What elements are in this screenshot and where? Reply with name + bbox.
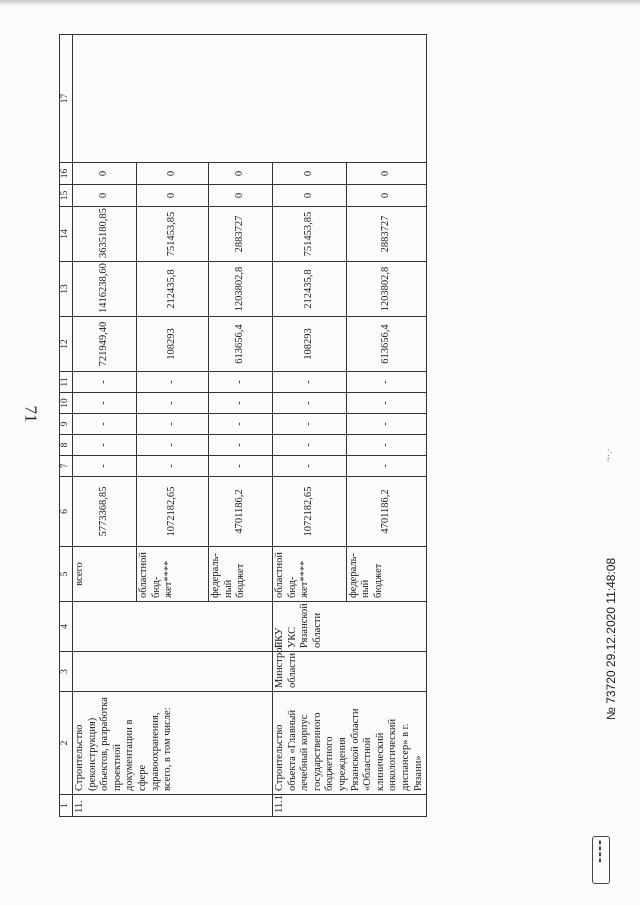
header-cell: 11 bbox=[60, 372, 73, 393]
cell: 0 bbox=[137, 163, 209, 185]
cell: 2883727 bbox=[209, 207, 273, 262]
cell: - bbox=[346, 435, 427, 456]
cell: 3635180,85 bbox=[73, 207, 137, 262]
header-cell: 1 bbox=[60, 795, 73, 817]
cell: - bbox=[73, 372, 137, 393]
row-number: 11.1 bbox=[273, 795, 427, 817]
cell: - bbox=[137, 393, 209, 414]
cell: 0 bbox=[346, 163, 427, 185]
cell: - bbox=[73, 393, 137, 414]
cell: 0 bbox=[273, 185, 347, 207]
cell: 751453,85 bbox=[137, 207, 209, 262]
cell: 0 bbox=[73, 185, 137, 207]
cell: 721949,40 bbox=[73, 317, 137, 372]
cell: - bbox=[209, 456, 273, 477]
source: всего bbox=[73, 547, 137, 602]
cell: 212435,8 bbox=[273, 262, 347, 317]
cell: 212435,8 bbox=[137, 262, 209, 317]
header-cell: 6 bbox=[60, 477, 73, 547]
cell: - bbox=[73, 435, 137, 456]
cell: - bbox=[346, 393, 427, 414]
header-cell: 13 bbox=[60, 262, 73, 317]
row-number: 11. bbox=[73, 795, 273, 817]
cell: 1203802,8 bbox=[346, 262, 427, 317]
cell-total: 1072182,65 bbox=[273, 477, 347, 547]
cell-total: 5773368,85 bbox=[73, 477, 137, 547]
cell: - bbox=[273, 393, 347, 414]
cell: 751453,85 bbox=[273, 207, 347, 262]
header-cell: 17 bbox=[60, 35, 73, 163]
cell: - bbox=[73, 456, 137, 477]
page-number: 71 bbox=[21, 405, 41, 423]
cell: - bbox=[346, 372, 427, 393]
cell: - bbox=[346, 456, 427, 477]
cell: - bbox=[137, 372, 209, 393]
cell: 0 bbox=[273, 163, 347, 185]
cell-total: 4701186,2 bbox=[346, 477, 427, 547]
cell: - bbox=[137, 414, 209, 435]
cell: - bbox=[73, 414, 137, 435]
header-cell: 16 bbox=[60, 163, 73, 185]
executor: Минстрой области bbox=[273, 652, 427, 692]
cell: 0 bbox=[346, 185, 427, 207]
cell: 108293 bbox=[137, 317, 209, 372]
registry-stamp-icon: ▮▮▮▮ bbox=[592, 836, 610, 884]
cell-total: 1072182,65 bbox=[137, 477, 209, 547]
customer bbox=[73, 602, 273, 652]
cell: - bbox=[273, 372, 347, 393]
header-cell: 12 bbox=[60, 317, 73, 372]
cell: 1203802,8 bbox=[209, 262, 273, 317]
cell: 2883727 bbox=[346, 207, 427, 262]
cell-total: 4701186,2 bbox=[209, 477, 273, 547]
cell: - bbox=[137, 435, 209, 456]
cell: 108293 bbox=[273, 317, 347, 372]
header-cell: 14 bbox=[60, 207, 73, 262]
cell: 0 bbox=[73, 163, 137, 185]
scan-mark: ~·.· bbox=[603, 448, 614, 462]
cell: - bbox=[209, 435, 273, 456]
source: областной бюд-жет**** bbox=[137, 547, 209, 602]
cell: 0 bbox=[209, 185, 273, 207]
budget-table bbox=[59, 34, 427, 817]
cell: - bbox=[273, 456, 347, 477]
source: федераль-ный бюджет bbox=[346, 547, 427, 602]
cell: - bbox=[209, 372, 273, 393]
cell: 613656,4 bbox=[346, 317, 427, 372]
header-cell: 8 bbox=[60, 435, 73, 456]
header-cell: 7 bbox=[60, 456, 73, 477]
header-cell: 3 bbox=[60, 652, 73, 692]
cell: - bbox=[209, 414, 273, 435]
header-cell: 9 bbox=[60, 414, 73, 435]
cell: - bbox=[209, 393, 273, 414]
cell: 1416238,60 bbox=[73, 262, 137, 317]
customer: ГКУ УКС Рязанской области bbox=[273, 602, 427, 652]
source: федераль-ный бюджет bbox=[209, 547, 273, 602]
header-cell: 2 bbox=[60, 692, 73, 795]
row-name: Строительство (реконструкция) объектов, разработка проектной документации в сфере здравоохранения, всего, в том числе: bbox=[73, 692, 273, 795]
cell: - bbox=[346, 414, 427, 435]
header-row bbox=[60, 35, 73, 817]
budget-table-rotated bbox=[59, 35, 424, 817]
header-cell: 15 bbox=[60, 185, 73, 207]
executor bbox=[73, 652, 273, 692]
row-name: Строительство объекта «Главный лечебный корпус государственного бюджетного учреждения Рязанской области «Областной клинический онкологический диспансер» в г. Рязани» bbox=[273, 692, 427, 795]
cell: - bbox=[137, 456, 209, 477]
header-cell: 4 bbox=[60, 602, 73, 652]
source: областной бюд-жет**** bbox=[273, 547, 347, 602]
registration-note: № 73720 29.12.2020 11:48:08 bbox=[604, 557, 618, 720]
header-cell: 5 bbox=[60, 547, 73, 602]
cell: 0 bbox=[137, 185, 209, 207]
cell: - bbox=[273, 435, 347, 456]
cell: 0 bbox=[209, 163, 273, 185]
header-cell: 10 bbox=[60, 393, 73, 414]
notes-cell bbox=[73, 35, 427, 163]
cell: - bbox=[273, 414, 347, 435]
scan-edge bbox=[0, 0, 640, 6]
cell: 613656,4 bbox=[209, 317, 273, 372]
table-row bbox=[73, 35, 137, 817]
